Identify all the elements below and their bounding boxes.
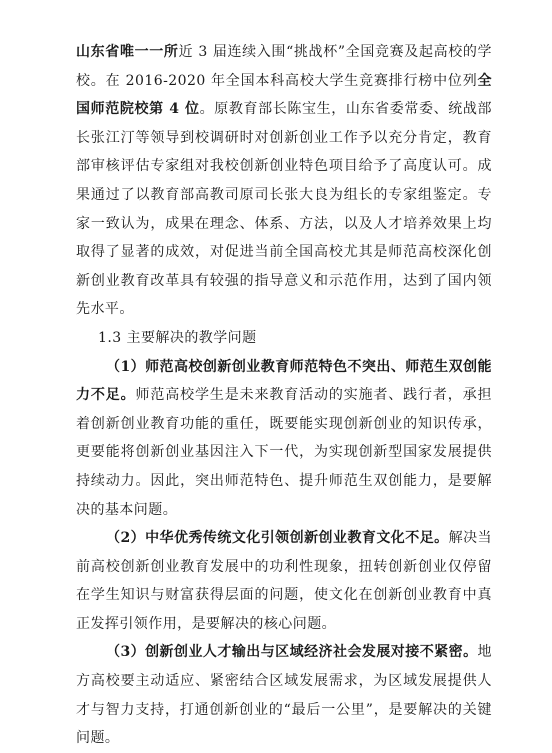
problem-1-text: 师范高校学生是未来教育活动的实施者、践行者，承担着创新创业教育功能的重任，既要能实现创新创业的知识传承，更要能将创新创业基因注入下一代，为实现创新型国家发展提供持续动力。因此，突出师范特色、提升师范生双创能力，是要解决的基本问题。 [76,387,492,518]
problem-2-text: 解决当前高校创新创业教育发展中的功利性现象，扭转创新创业仅停留在学生知识与财富获得层面的问题，使文化在创新创业教育中真正发挥引领作用，是要解决的核心问题。 [76,530,492,632]
paragraph-problem-1 [76,353,492,525]
problem-3-title: （3）创新创业人才输出与区域经济社会发展对接不紧密。 [106,644,478,661]
bold-phrase-only-in-province: 山东省唯一一所 [76,44,179,60]
problem-3-text: 地方高校要主动适应、紧密结合区域发展需求，为区域发展提供人才与智力支持，打通创新创业的“最后一公里”，是要解决的关键问题。 [76,644,492,747]
problem-1-title: （1）师范高校创新创业教育师范特色不突出、师范生双创能力不足。 [76,358,492,404]
paragraph-problem-3 [76,638,492,752]
paragraph-text: 近 3 届连续入围“挑战杯”全国竞赛及起高校的学校。在 2016-2020 年全国本科高校大学生竞赛排行榜中位列 [76,44,493,89]
section-heading: 1.3 主要解决的教学问题 [98,329,257,346]
paragraph-text: 。原教育部长陈宝生，山东省委常委、统战部长张江汀等领导到校调研时对创新创业工作予以充分肯定，教育部审核评估专家组对我校创新创业特色项目给予了高度认可。成果通过了以教育部高教司原司长张大良为组长的专家组鉴定。专家一致认为，成果在理念、体系、方法，以及人才培养效果上均取得了显著的成效，对促进当前全国高校尤其是师范高校深化创新创业教育改革具有较强的指导意义和示范作用，达到了国内领先水平。 [76,101,493,318]
problem-2-title: （2）中华优秀传统文化引领创新创业教育文化不足。 [106,530,449,547]
paragraph-achievements [76,38,492,324]
bold-phrase-ranking: 全国师范院校第 4 位 [76,72,492,118]
paragraph-problem-2 [76,524,492,638]
